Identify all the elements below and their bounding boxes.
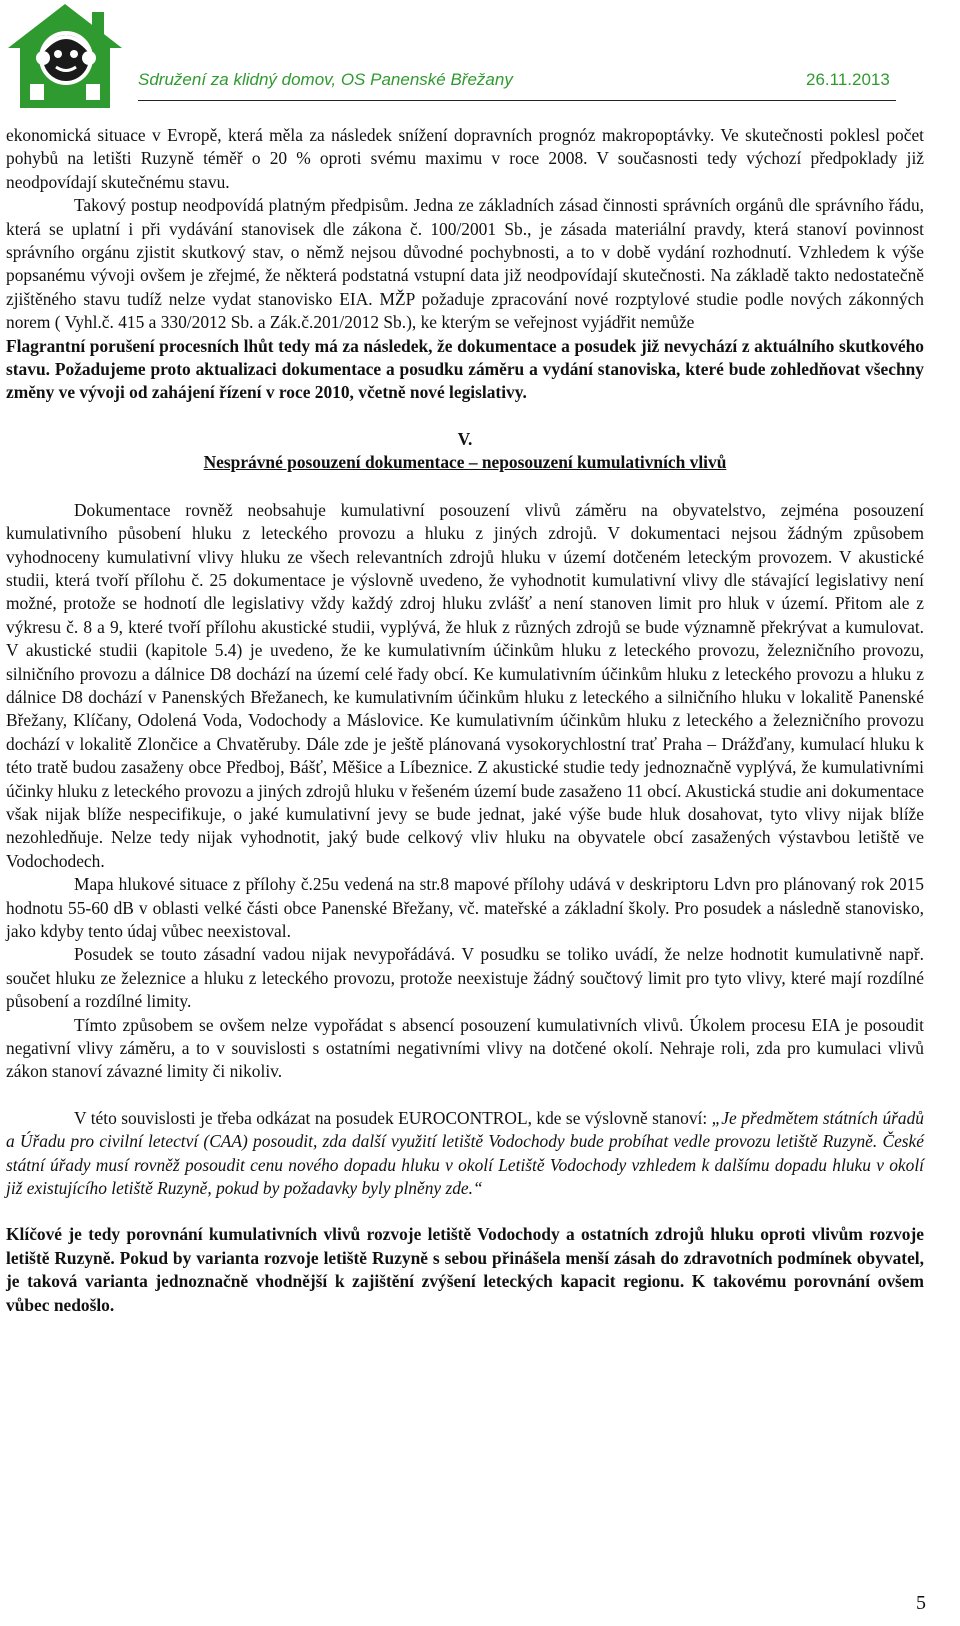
paragraph-economic-situation: ekonomická situace v Evropě, která měla za následek snížení dopravních prognóz makropoptávky. Ve skutečnosti poklesl počet pohybů na letišti Ruzyně téměř o 20 % oproti svému maximu v roce 2008. V současnosti tedy výchozí předpoklady již neodpovídají skutečnému stavu. <box>6 125 924 192</box>
page-number: 5 <box>916 1592 926 1614</box>
paragraph-procedural-breach: Flagrantní porušení procesních lhůt tedy má za následek, že dokumentace a posudek již nevychází z aktuálního skutkového stavu. Požadujeme proto aktualizaci dokumentace a posudku záměru a vydání stanoviska, které bude zohledňovat všechny změny ve vývoji od zahájení řízení v roce 2010, včetně nové legislativy. <box>6 335 924 403</box>
section-title: Nesprávné posouzení dokumentace – neposouzení kumulativních vlivů <box>203 452 727 473</box>
eurocontrol-quote: „Je předmětem státních úřadů a Úřadu pro civilní letectví (CAA) posoudit, zda další využití letiště Vodochody bude probíhat vedle provozu letiště Ruzyně. České státní úřady musí rovněž posoudit cenu nového dopadu hluku v okolí Letiště Vodochody vzhledem k dalšímu dopadu hluku v okolí již existujícího letiště Ruzyně, pokud by požadavky byly plněny zde.“ <box>6 1107 924 1199</box>
regulations-core: Jedna ze základních zásad činnosti správních orgánů dle správního řádu, která se uplatní i při vydávání stanovisek dle zákona č. 100/2001 Sb. <box>6 195 924 239</box>
section-number: V. <box>457 428 473 449</box>
header-date: 26.11.2013 <box>806 70 890 89</box>
header-organization: Sdružení za klidný domov, OS Panenské Břežany <box>138 70 513 89</box>
document-body <box>6 124 924 1317</box>
regulations-lead: Takový postup neodpovídá platným předpisům. <box>74 195 414 216</box>
paragraph-eia-purpose: Tímto způsobem se ovšem nelze vypořádat s absencí posouzení kumulativních vlivů. Úkolem procesu EIA je posoudit negativní vlivy záměru, a to v souvislosti s ostatními negativními vlivy na dotčené okolí. Nehraje roli, zda pro kumulaci vlivů zákon stanoví závazné limity či nikoliv. <box>6 1014 924 1082</box>
paragraph-cumulative-effects: Dokumentace rovněž neobsahuje kumulativní posouzení vlivů záměru na obyvatelstvo, zejména posouzení kumulativního působení hluku z leteckého provozu a hluku z jiných zdrojů. V dokumentaci nejsou žádným způsobem vyhodnoceny kumulativní vlivy hluku ze všech relevantních zdrojů hluku v území dotčeném leteckým provozem. V akustické studii, která tvoří přílohu č. 25 dokumentace je výslovně uvedeno, že vyhodnotit kumulativní vlivy dle stávající legislativy není možné, protože se hodnotí dle legislativy vždy každý zdroj hluku zvlášť a není stanoven limit pro hluk v území. Přitom ale z výkresu č. 8 a 9, které tvoří přílohu akustické studii, vyplývá, že hluk z různých zdrojů se bude významně překrývat a kumulovat. V akustické studii (kapitole 5.4) je uvedeno, že ke kumulativním účinkům hluku z leteckého provozu, železničního provozu, silničního provozu a dálnice D8 dochází na území celé řady obcí. Ke kumulativním účinkům hluku z leteckého provozu a hluku z dálnice D8 dochází v Panenských Břežanech, ke kumulativním účinkům hluku z leteckého a silničního hluku v lokalitě Panenské Břežany, Klíčany, Odolená Voda, Vodochody a Máslovice. Ke kumulativním účinkům hluku z leteckého a železničního provozu dochází v lokalitě Zlončice a Chvatěruby. Dále zde je ještě plánovaná vysokorychlostní trať Praha – Drážďany, kumulací hluku k této tratě budou zasaženy obce Předboj, Bášť, Měšice a Líbeznice. Z akustické studie tedy jednoznačně vyplývá, že kumulativními účinky hluku z leteckého provozu a jiných zdrojů hluku v řešeném území bude zasaženo 11 obcí. Akustická studie ani dokumentace však nijak blíže nespecifikuje, o jaké kumulativní jevy se bude jednat, jaké výše bude hluk dosahovat, tyto vlivy nijak blíže nezohledňuje. Nelze tedy nijak vyhodnotit, jaký bude celkový vliv hluku na obyvatele obcí zasažených výstavbou letiště ve Vodochodech. <box>6 499 924 871</box>
paragraph-eurocontrol <box>6 1107 924 1201</box>
house-with-face-logo-icon <box>6 0 124 112</box>
paragraph-noise-map: Mapa hlukové situace z přílohy č.25u vedená na str.8 mapové přílohy udává v deskriptoru Ldvn pro plánovaný rok 2015 hodnotu 55-60 dB v oblasti velké části obce Panenské Břežany, vč. mateřské a základní školy. Pro posudek a následně stanovisko, jako kdyby tento údaj vůbec neexistoval. <box>6 874 924 941</box>
paragraph-comparison: Klíčové je tedy porovnání kumulativních vlivů rozvoje letiště Vodochody a ostatních zdrojů hluku oproti vlivům rozvoje letiště Ruzyně. Pokud by varianta rozvoje letiště Ruzyně s sebou přinášela menší zásah do zdravotních podmínek obyvatel, je taková varianta jednoznačně vhodnější k zajištění zvýšení leteckých kapacit regionu. K takovému porovnání ovšem vůbec nedošlo. <box>6 1224 924 1315</box>
eurocontrol-lead: V této souvislosti je třeba odkázat na posudek EUROCONTROL, kde se výslovně stanoví: <box>74 1107 712 1128</box>
header-divider <box>138 100 896 101</box>
paragraph-assessment-flaw: Posudek se touto zásadní vadou nijak nevypořádává. V posudku se toliko uvádí, že nelze hodnotit kumulativně např. součet hluku ze železnice a hluku z leteckého provozu, protože neexistuje žádný součtový limit pro tyto vlivy, které mají rozdílné působení a rozdílné limity. <box>6 944 924 1012</box>
paragraph-regulations <box>6 194 924 334</box>
page-header <box>0 0 960 118</box>
regulations-rest: , je zásada materiální pravdy, která stanoví povinnost správního orgánu zjistit skutkový stav, o němž nejsou důvodné pochybnosti, a to v době vydání rozhodnutí. Vzhledem k výše popsanému vývoji ovšem je zřejmé, že některá podstatná vstupní data již neodpovídají skutečnosti. Na základě takto nedostatečně zjištěného stavu tudíž nelze vydat stanovisko EIA. MŽP požaduje zpracování nové rozptylové studie podle nových zákonných norem ( Vyhl.č. 415 a 330/2012 Sb. a Zák.č.201/2012 Sb.), ke kterým se veřejnost vyjádřit nemůže <box>6 218 924 333</box>
